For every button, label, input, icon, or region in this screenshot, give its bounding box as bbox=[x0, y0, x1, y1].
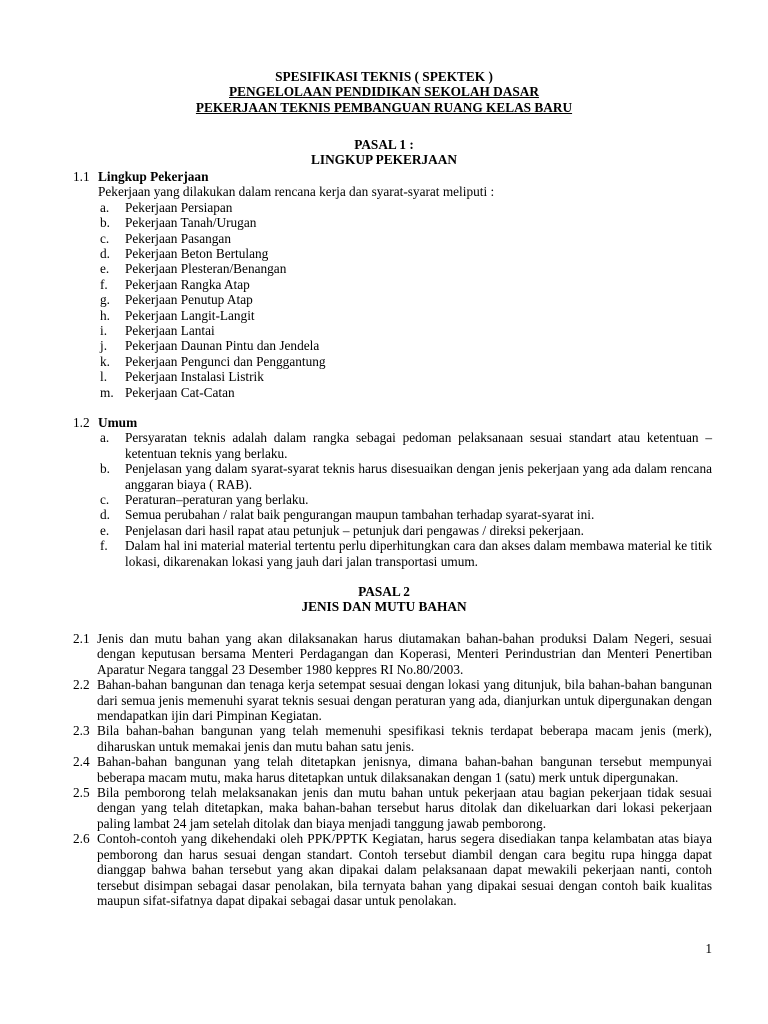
list-item bbox=[0, 277, 768, 292]
list-item bbox=[0, 492, 768, 507]
list-item-text: Pekerjaan Pengunci dan Penggantung bbox=[125, 353, 326, 369]
list-item-text: Bahan-bahan bangunan dan tenaga kerja setempat sesuai dengan lokasi yang ditunjuk, bila bahan-bahan bangunan dari semua jenis memenuhi syarat teknis sesuai dengan peraturan yang ada, dianjurkan untuk dipergunakan dengan mendapatkan ijin dari Pimpinan Kegiatan. bbox=[97, 677, 712, 724]
list-item bbox=[0, 785, 768, 831]
header-title: SPESIFIKASI TEKNIS ( SPEKTEK ) bbox=[275, 69, 493, 84]
list-item-text: Persyaratan teknis adalah dalam rangka sebagai pedoman pelaksanaan sesuai standart atau ketentuan – ketentuan teknis yang berlaku. bbox=[125, 430, 712, 461]
list-item-label: d. bbox=[100, 246, 110, 262]
list-item-label: l. bbox=[100, 369, 108, 385]
list-item-number: 2.5 bbox=[73, 785, 90, 801]
list-item-text: Penjelasan dari hasil rapat atau petunjuk – petunjuk dari pengawas / direksi pekerjaan. bbox=[125, 522, 584, 538]
list-item-text: Bila bahan-bahan bangunan yang telah memenuhi spesifikasi teknis terdapat beberapa macam jenis (merk), diharuskan untuk memakai jenis dan mutu bahan satu jenis. bbox=[97, 723, 712, 754]
header-subtitle-1: PENGELOLAAN PENDIDIKAN SEKOLAH DASAR bbox=[229, 84, 539, 100]
section-1-2 bbox=[0, 415, 768, 569]
list-item-text: Pekerjaan Rangka Atap bbox=[125, 276, 250, 292]
pasal2-heading bbox=[0, 584, 768, 615]
list-item-text: Penjelasan yang dalam syarat-syarat teknis harus disesuaikan dengan jenis pekerjaan yang ada dalam rencana anggaran biaya ( RAB). bbox=[125, 461, 712, 492]
list-item-number: 2.2 bbox=[73, 677, 90, 693]
list-item-text: Semua perubahan / ralat baik pengurangan maupun tambahan terhadap syarat-syarat ini. bbox=[125, 507, 595, 523]
list-item-text: Jenis dan mutu bahan yang akan dilaksanakan harus diutamakan bahan-bahan produksi Dalam Negeri, sesuai dengan keputusan bersama Menteri Perdagangan dan Koperasi, Menteri Perindustrian dan Menteri Penertiban Aparatur Negara tanggal 23 Desember 1980 keppres RI No.80/2003. bbox=[97, 631, 712, 677]
section-number: 1.2 bbox=[73, 415, 90, 430]
list-item bbox=[0, 831, 768, 908]
list-item bbox=[0, 385, 768, 400]
list-item bbox=[0, 461, 768, 492]
section-number: 1.1 bbox=[73, 169, 90, 184]
list-item-number: 2.3 bbox=[73, 723, 90, 739]
list-item-label: b. bbox=[100, 461, 110, 477]
list-item-label: k. bbox=[100, 353, 110, 369]
list-item bbox=[0, 754, 768, 785]
list-item bbox=[0, 215, 768, 230]
materials-list bbox=[0, 631, 768, 908]
general-list bbox=[0, 430, 768, 569]
list-item-label: f. bbox=[100, 538, 108, 554]
list-item-text: Pekerjaan Plesteran/Benangan bbox=[125, 261, 287, 277]
document-header bbox=[0, 69, 768, 115]
list-item bbox=[0, 507, 768, 522]
list-item bbox=[0, 369, 768, 384]
list-item-label: h. bbox=[100, 307, 110, 323]
list-item bbox=[0, 261, 768, 276]
list-item-label: b. bbox=[100, 215, 110, 231]
list-item-text: Pekerjaan Lantai bbox=[125, 323, 215, 339]
list-item-label: g. bbox=[100, 292, 110, 308]
list-item bbox=[0, 538, 768, 569]
pasal1-title: PASAL 1 : bbox=[354, 137, 414, 152]
pasal1-subtitle: LINGKUP PEKERJAAN bbox=[311, 152, 457, 168]
list-item-label: f. bbox=[100, 276, 108, 292]
list-item-number: 2.1 bbox=[73, 631, 90, 646]
list-item-label: c. bbox=[100, 230, 110, 246]
header-subtitle-2: PEKERJAAN TEKNIS PEMBANGUAN RUANG KELAS BARU bbox=[195, 99, 573, 115]
list-item-label: e. bbox=[100, 522, 110, 538]
list-item-text: Bila pemborong telah melaksanakan jenis dan mutu bahan untuk pekerjaan atau bagian pekerjaan tidak sesuai dengan yang telah ditetapkan, maka bahan-bahan tersebut harus ditolak dan dikeluarkan dari lokasi pekerjaan paling lambat 24 jam setelah ditolak dan biaya menjadi tanggung jawab pemborong. bbox=[97, 785, 712, 831]
list-item-text: Pekerjaan Langit-Langit bbox=[125, 307, 255, 323]
list-item-label: e. bbox=[100, 261, 110, 277]
list-item bbox=[0, 430, 768, 461]
pasal1-heading bbox=[0, 137, 768, 168]
list-item-label: d. bbox=[100, 507, 110, 523]
list-item-label: a. bbox=[100, 430, 110, 446]
list-item-text: Pekerjaan Pasangan bbox=[125, 230, 231, 246]
list-item-text: Pekerjaan Tanah/Urugan bbox=[125, 215, 257, 231]
list-item bbox=[0, 677, 768, 723]
list-item bbox=[0, 200, 768, 215]
list-item bbox=[0, 354, 768, 369]
list-item bbox=[0, 246, 768, 261]
list-item bbox=[0, 308, 768, 323]
list-item-number: 2.4 bbox=[73, 754, 90, 770]
list-item bbox=[0, 323, 768, 338]
list-item-label: c. bbox=[100, 492, 110, 508]
list-item bbox=[0, 231, 768, 246]
list-item-label: j. bbox=[100, 338, 108, 354]
list-item-text: Dalam hal ini material material tertentu perlu diperhitungkan cara dan akses dalam membawa material ke titik lokasi, dikarenakan lokasi yang jauh dari jalan transportasi umum. bbox=[125, 538, 712, 569]
list-item bbox=[0, 338, 768, 353]
list-item-number: 2.6 bbox=[73, 831, 90, 847]
list-item-label: i. bbox=[100, 323, 108, 339]
list-item-text: Pekerjaan Daunan Pintu dan Jendela bbox=[125, 338, 320, 354]
list-item-text: Pekerjaan Penutup Atap bbox=[125, 292, 253, 308]
list-item-text: Contoh-contoh yang dikehendaki oleh PPK/PPTK Kegiatan, harus segera disediakan tanpa kelambatan atas biaya pemborong dan harus sesuai dengan standart. Contoh tersebut diambil dengan cara begitu rupa hingga dapat dianggap bahwa bahan tersebut yang akan dipakai dalam pelaksanaan dapat mewakili pekerjaan nanti, contoh tersebut disimpan sebagai dasar penolakan, bila ternyata bahan yang dipakai sesuai dengan contoh baik kualitas maupun sifat-sifatnya dapat dipakai sebagai dasar untuk penolakan. bbox=[97, 831, 712, 908]
list-item bbox=[0, 723, 768, 754]
list-item bbox=[0, 292, 768, 307]
list-item-text: Peraturan–peraturan yang berlaku. bbox=[125, 492, 309, 508]
list-item-label: m. bbox=[100, 384, 114, 400]
list-item-text: Pekerjaan Instalasi Listrik bbox=[125, 369, 264, 385]
section-1-1 bbox=[0, 169, 768, 400]
section-title: Lingkup Pekerjaan bbox=[98, 169, 209, 184]
pasal2-subtitle: JENIS DAN MUTU BAHAN bbox=[301, 599, 467, 615]
list-item-text: Pekerjaan Persiapan bbox=[125, 199, 233, 215]
list-item bbox=[0, 631, 768, 677]
scope-list bbox=[0, 200, 768, 400]
pasal2-title: PASAL 2 bbox=[358, 584, 410, 599]
list-item bbox=[0, 523, 768, 538]
section-title: Umum bbox=[98, 415, 138, 430]
list-item-text: Pekerjaan Beton Bertulang bbox=[125, 246, 269, 262]
page-number: 1 bbox=[705, 941, 712, 956]
list-item-text: Pekerjaan Cat-Catan bbox=[125, 384, 235, 400]
section-intro: Pekerjaan yang dilakukan dalam rencana kerja dan syarat-syarat meliputi : bbox=[98, 184, 495, 200]
list-item-text: Bahan-bahan bangunan yang telah ditetapkan jenisnya, dimana bahan-bahan bangunan tersebut mempunyai beberapa macam mutu, maka harus ditetapkan untuk dilaksanakan dengan 1 (satu) merk untuk dipergunakan. bbox=[97, 754, 712, 785]
list-item-label: a. bbox=[100, 199, 110, 215]
